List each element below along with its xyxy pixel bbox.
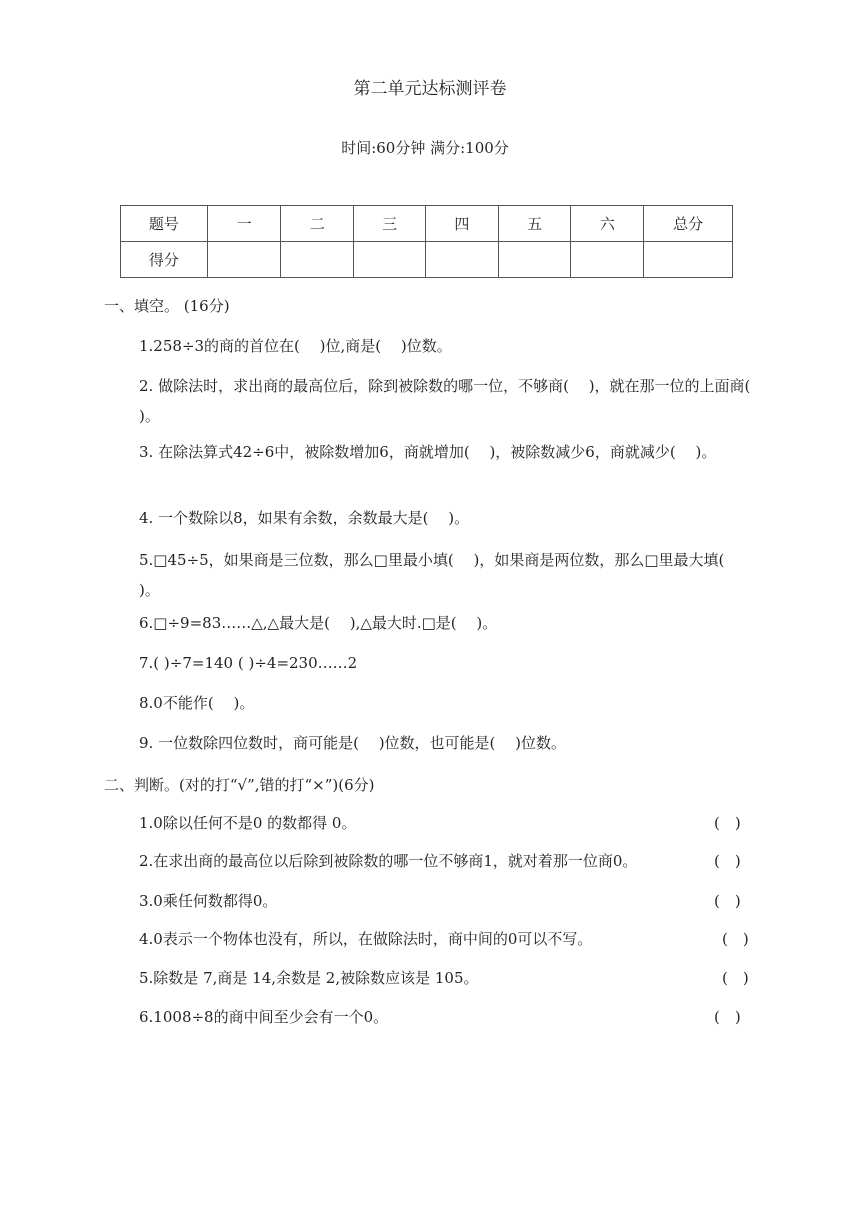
judge-question-text: 6.1008÷8的商中间至少会有一个0。 <box>139 1008 389 1026</box>
score-table <box>120 205 733 278</box>
header-cell: 六 <box>571 206 644 242</box>
header-cell: 总分 <box>644 206 733 242</box>
fill-question: 1.258÷3的商的首位在( )位,商是( )位数。 <box>139 337 452 355</box>
score-cell <box>207 242 281 278</box>
judge-question <box>139 846 759 876</box>
score-cell <box>281 242 354 278</box>
judge-question <box>139 886 759 916</box>
judge-question-text: 3.0乘任何数都得0。 <box>139 892 278 910</box>
header-cell: 四 <box>425 206 498 242</box>
judge-question <box>139 1002 759 1032</box>
answer-paren[interactable]: ( ) <box>714 1008 741 1026</box>
score-cell <box>571 242 644 278</box>
header-cell: 五 <box>498 206 571 242</box>
score-cell <box>498 242 571 278</box>
answer-paren[interactable]: ( ) <box>722 969 749 987</box>
header-cell: 题号 <box>121 206 208 242</box>
judge-question-text: 1.0除以任何不是0 的数都得 0。 <box>139 814 357 832</box>
row-label-cell: 得分 <box>121 242 208 278</box>
score-cell <box>425 242 498 278</box>
section2-title: 二、判断。(对的打“√”,错的打“×”)(6分) <box>104 776 375 794</box>
judge-question <box>139 963 759 993</box>
score-table-header-row <box>121 206 733 242</box>
fill-question: 4. 一个数除以8，如果有余数，余数最大是( )。 <box>139 509 470 527</box>
judge-question-text: 2.在求出商的最高位以后除到被除数的哪一位不够商1，就对着那一位商0。 <box>139 852 638 870</box>
judge-question-text: 4.0表示一个物体也没有，所以，在做除法时，商中间的0可以不写。 <box>139 930 593 948</box>
score-cell <box>644 242 733 278</box>
fill-question: 7.( )÷7=140 ( )÷4=230……2 <box>139 654 358 672</box>
fill-question: 8.0不能作( )。 <box>139 694 255 712</box>
header-cell: 一 <box>207 206 281 242</box>
fill-question: 2. 做除法时，求出商的最高位后，除到被除数的哪一位，不够商( )，就在那一位的上面商( )。 <box>139 377 771 425</box>
section1-title: 一、填空。 (16分) <box>104 297 230 315</box>
score-table-score-row <box>121 242 733 278</box>
judge-question <box>139 808 759 838</box>
score-cell <box>354 242 426 278</box>
fill-question: 3. 在除法算式42÷6中，被除数增加6，商就增加( )，被除数减少6，商就减少( )。 <box>139 443 717 461</box>
page-title: 第二单元达标测评卷 <box>353 79 507 99</box>
answer-paren[interactable]: ( ) <box>722 930 749 948</box>
judge-question-text: 5.除数是 7,商是 14,余数是 2,被除数应该是 105。 <box>139 969 479 987</box>
header-cell: 三 <box>354 206 426 242</box>
answer-paren[interactable]: ( ) <box>714 852 741 870</box>
answer-paren[interactable]: ( ) <box>714 814 741 832</box>
fill-question: 9. 一位数除四位数时，商可能是( )位数，也可能是( )位数。 <box>139 734 567 752</box>
fill-question: 6.□÷9=83……△,△最大是( ),△最大时.□是( )。 <box>139 614 498 632</box>
exam-time-and-score: 时间:60分钟 满分:100分 <box>341 139 509 157</box>
answer-paren[interactable]: ( ) <box>714 892 741 910</box>
fill-question: 5.□45÷5，如果商是三位数，那么□里最小填( )，如果商是两位数，那么□里最大填( )。 <box>139 551 745 599</box>
judge-question <box>139 924 759 954</box>
header-cell: 二 <box>281 206 354 242</box>
